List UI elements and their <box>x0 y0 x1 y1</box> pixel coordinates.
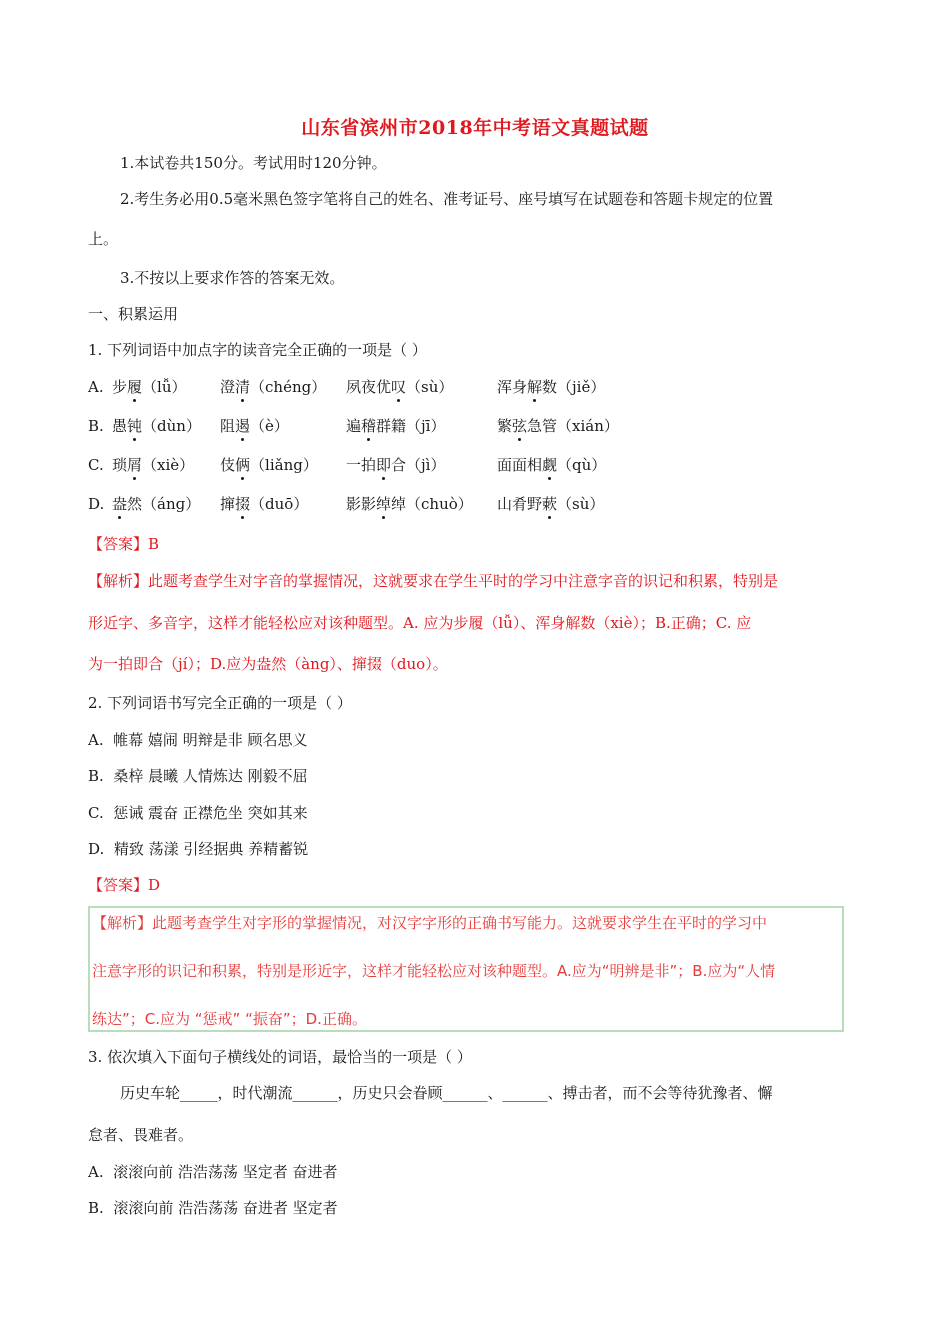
emphasized-char: 即 <box>376 456 392 474</box>
q1-option-b-word-3: 遍稽群籍（jī） <box>346 417 446 435</box>
emphasized-char: 叹 <box>391 378 407 396</box>
q2-analysis-3: 练达”；C.应为 “惩戒” “振奋”；D.正确。 <box>92 1010 367 1028</box>
q2-option-d <box>88 838 308 860</box>
emphasized-char: 觑 <box>542 456 558 474</box>
q2-analysis-box <box>88 906 844 1032</box>
option-text: 帷幕 嬉闹 明辩是非 顾名思义 <box>113 731 308 749</box>
q1-option-d-word-4: 山肴野蔌（sù） <box>497 495 605 513</box>
q2-stem: 2. 下列词语书写完全正确的一项是（ ） <box>88 694 352 712</box>
q1-option-a-letter: A. <box>88 378 104 396</box>
q1-option-c-letter: C. <box>88 456 104 474</box>
option-text: 桑梓 晨曦 人情炼达 刚毅不屈 <box>113 767 308 785</box>
option-letter: B. <box>88 767 104 785</box>
emphasized-char: 掇 <box>235 495 251 513</box>
q1-analysis-2: 形近字、多音字，这样才能轻松应对该种题型。A. 应为步履（lǚ）、浑身解数（xiè）；B.正确；C. 应 <box>88 614 752 632</box>
q1-option-c-word-2: 伎俩（liǎng） <box>220 456 318 474</box>
q1-option-b-word-1: 愚钝（dùn） <box>112 417 201 435</box>
option-letter: A. <box>88 731 104 749</box>
option-text: 滚滚向前 浩浩荡荡 奋进者 坚定者 <box>113 1199 338 1217</box>
emphasized-char: 解 <box>527 378 543 396</box>
q3-passage-2: 怠者、畏难者。 <box>88 1126 194 1144</box>
q1-option-b-word-2: 阻遏（è） <box>220 417 289 435</box>
q3-option-a <box>88 1161 337 1183</box>
emphasized-char: 弦 <box>512 417 528 435</box>
option-letter: B. <box>88 1199 104 1217</box>
q2-analysis-2: 注意字形的识记和积累，特别是形近字，这样才能轻松应对该种题型。A.应为“明辨是非”；B.应为“人情 <box>92 962 776 980</box>
emphasized-char: 绰 <box>376 495 392 513</box>
section-heading: 一、积累运用 <box>88 305 179 323</box>
q2-option-b <box>88 765 308 787</box>
q1-option-a-word-4: 浑身解数（jiě） <box>497 378 606 396</box>
q3-passage-1: 历史车轮_____，时代潮流______，历史只会眷顾______、______、搏击者，而不会等待犹豫者、懈 <box>120 1084 773 1102</box>
q1-option-a-word-1: 步履（lǚ） <box>112 378 187 396</box>
emphasized-char: 稽 <box>361 417 377 435</box>
emphasized-char: 屑 <box>127 456 143 474</box>
q3-option-b <box>88 1197 338 1219</box>
q1-option-b-word-4: 繁弦急管（xián） <box>497 417 619 435</box>
option-text: 精致 荡漾 引经据典 养精蓄锐 <box>113 840 309 858</box>
q1-option-d-word-2: 撺掇（duō） <box>220 495 309 513</box>
q1-option-c-word-4: 面面相觑（qù） <box>497 456 607 474</box>
q1-option-d-word-3: 影影绰绰（chuò） <box>346 495 473 513</box>
q1-option-d-letter: D. <box>88 495 105 513</box>
q1-stem: 1. 下列词语中加点字的读音完全正确的一项是（ ） <box>88 341 427 359</box>
q1-option-d-word-1: 盎然（ánɡ） <box>112 495 201 513</box>
q1-analysis-3: 为一拍即合（jí）；D.应为盎然（àng）、撺掇（duo）。 <box>88 655 448 673</box>
q1-option-b-letter: B. <box>88 417 104 435</box>
emphasized-char: 钝 <box>127 417 143 435</box>
q1-answer: 【答案】B <box>88 535 160 553</box>
instruction-2-cont: 上。 <box>88 230 119 248</box>
page-title: 山东省滨州市2018年中考语文真题试题 <box>301 117 649 139</box>
option-text: 滚滚向前 浩浩荡荡 坚定者 奋进者 <box>113 1163 338 1181</box>
option-letter: C. <box>88 804 104 822</box>
instruction-1: 1.本试卷共150分。考试用时120分钟。 <box>120 154 387 172</box>
option-letter: A. <box>88 1163 104 1181</box>
q1-option-a-word-2: 澄清（chéng） <box>220 378 327 396</box>
option-text: 惩诫 震奋 正襟危坐 突如其来 <box>113 804 308 822</box>
q2-option-c <box>88 802 308 824</box>
q1-option-c-word-3: 一拍即合（jì） <box>346 456 446 474</box>
emphasized-char: 盎 <box>112 495 128 513</box>
q1-option-a-word-3: 夙夜优叹（sù） <box>346 378 454 396</box>
q3-stem: 3. 依次填入下面句子横线处的词语，最恰当的一项是（ ） <box>88 1048 472 1066</box>
emphasized-char: 清 <box>235 378 251 396</box>
option-letter: D. <box>88 840 105 858</box>
q1-analysis-1: 【解析】此题考查学生对字音的掌握情况，这就要求在学生平时的学习中注意字音的识记和积累，特别是 <box>88 572 779 590</box>
q2-option-a <box>88 729 307 751</box>
emphasized-char: 蔌 <box>542 495 558 513</box>
q2-analysis-1: 【解析】此题考查学生对字形的掌握情况，对汉字字形的正确书写能力。这就要求学生在平时的学习中 <box>92 914 768 932</box>
q1-option-c-word-1: 琐屑（xiè） <box>112 456 195 474</box>
emphasized-char: 履 <box>127 378 143 396</box>
emphasized-char: 俩 <box>235 456 251 474</box>
instruction-3: 3.不按以上要求作答的答案无效。 <box>120 269 345 287</box>
q2-answer: 【答案】D <box>88 876 161 894</box>
emphasized-char: 遏 <box>235 417 251 435</box>
instruction-2: 2.考生务必用0.5毫米黑色签字笔将自己的姓名、准考证号、座号填写在试题卷和答题卡规定的位置 <box>120 190 774 208</box>
